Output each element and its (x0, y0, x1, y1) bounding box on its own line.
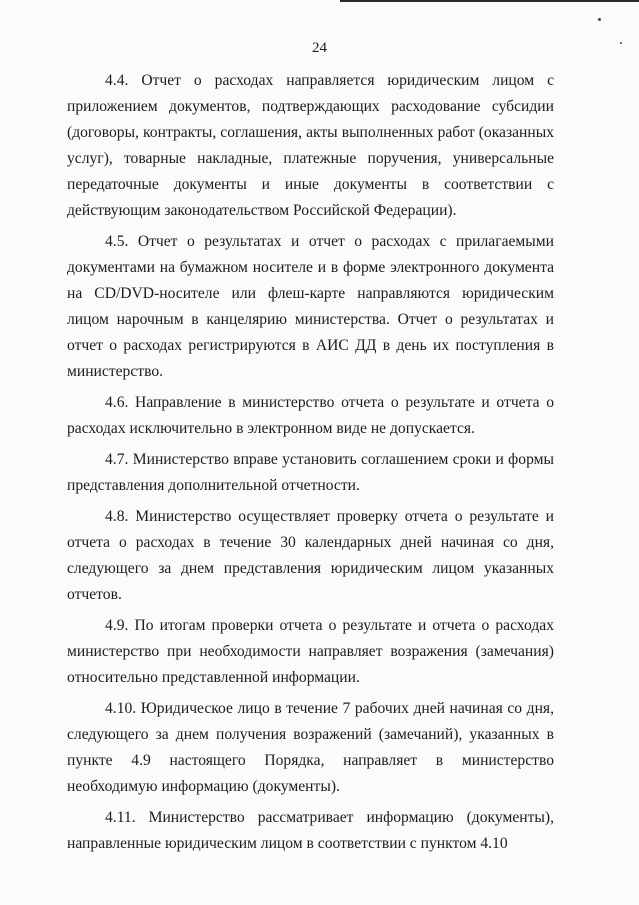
paragraph-4-9: 4.9. По итогам проверки отчета о результате и отчета о расходах министерство при необходимости направляет возражения (замечания) относительно представленной информации. (67, 617, 554, 686)
scan-speck (598, 18, 601, 21)
page-number: 24 (312, 40, 327, 56)
document-body (67, 68, 554, 862)
paragraph-4-4: 4.4. Отчет о расходах направляется юридическим лицом с приложением документов, подтверждающих расходование субсидии (договоры, контракты, соглашения, акты выполненных работ (оказанных услуг), товарные накладные, платежные поручения, универсальные передаточные документы и иные документы в соответствии с действующим законодательством Российской Федерации). (67, 72, 554, 219)
paragraph-4-5: 4.5. Отчет о результатах и отчет о расходах с прилагаемыми документами на бумажном носителе и в форме электронного документа на CD/DVD-носителе или флеш-карте направляются юридическим лицом нарочным в канцелярию министерства. Отчет о результатах и отчет о расходах регистрируются в АИС ДД в день их поступления в министерство. (67, 233, 554, 380)
paragraph-4-11: 4.11. Министерство рассматривает информацию (документы), направленные юридическим лицом в соответствии с пунктом 4.10 (67, 809, 554, 852)
paragraph-4-6: 4.6. Направление в министерство отчета о результате и отчета о расходах исключительно в электронном виде не допускается. (67, 394, 554, 437)
paragraph-4-7: 4.7. Министерство вправе установить соглашением сроки и формы представления дополнительной отчетности. (67, 451, 554, 494)
scan-edge-line (340, 0, 639, 2)
paragraph-4-8: 4.8. Министерство осуществляет проверку отчета о результате и отчета о расходах в течение 30 календарных дней начиная со дня, следующего за днем представления юридическим лицом указанных отчетов. (67, 508, 554, 603)
paragraph-4-10: 4.10. Юридическое лицо в течение 7 рабочих дней начиная со дня, следующего за днем получения возражений (замечаний), указанных в пункте 4.9 настоящего Порядка, направляет в министерство необходимую информацию (документы). (67, 700, 554, 795)
